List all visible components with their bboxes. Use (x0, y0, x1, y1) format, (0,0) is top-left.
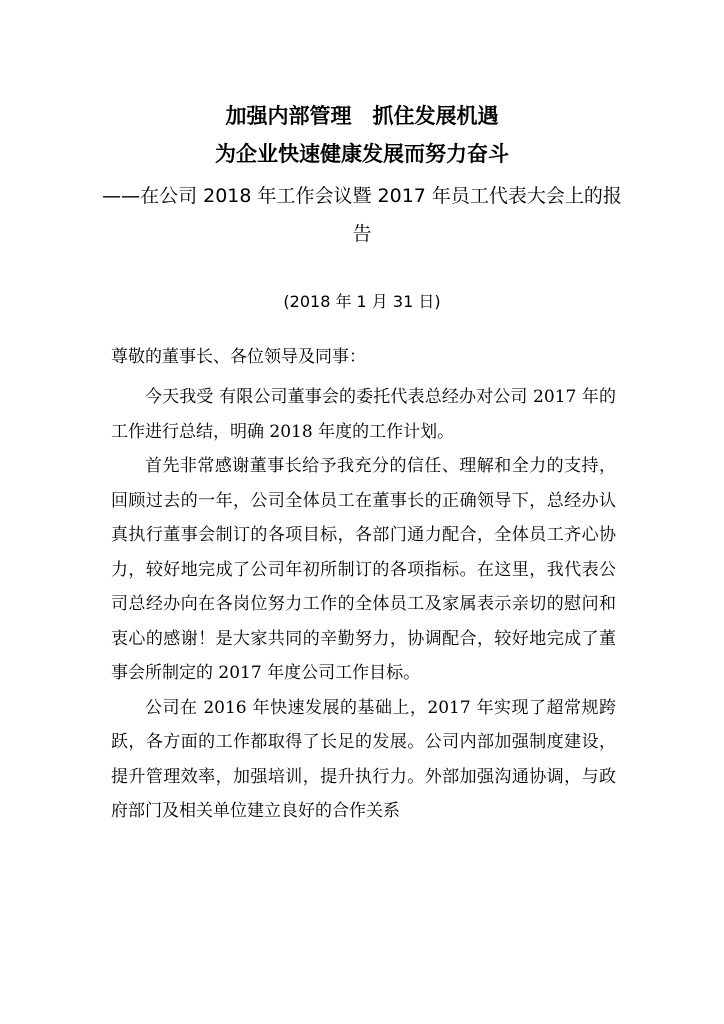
report-body (111, 380, 616, 829)
paragraph-1: 今天我受 有限公司董事会的委托代表总经办对公司 2017 年的工作进行总结，明确 2018 年度的工作计划。 (111, 387, 616, 442)
salutation: 尊敬的董事长、各位领导及同事： (111, 347, 366, 367)
report-date: (2018 年 1 月 31 日) (283, 292, 441, 311)
paragraph-2: 首先非常感谢董事长给予我充分的信任、理解和全力的支持，回顾过去的一年，公司全体员工在董事长的正确领导下，总经办认真执行董事会制订的各项目标，各部门通力配合，全体员工齐心协力，较好地完成了公司年初所制订的各项指标。在这里，我代表公司总经办向在各岗位努力工作的全体员工及家属表示亲切的慰问和衷心的感谢！是大家共同的辛勤努力，协调配合，较好地完成了董事会所制定的 2017 年度公司工作目标。 (111, 456, 616, 683)
document-subtitle: ——在公司 2018 年工作会议暨 2017 年员工代表大会上的报告 (102, 185, 622, 245)
document-title-line-2: 为企业快速健康发展而努力奋斗 (215, 142, 509, 166)
document-title-line-1: 加强内部管理 抓住发展机遇 (225, 104, 499, 128)
paragraph-3: 公司在 2016 年快速发展的基础上，2017 年实现了超常规跨跃，各方面的工作都取得了长足的发展。公司内部加强制度建设，提升管理效率，加强培训，提升执行力。外部加强沟通协调，与政府部门及相关单位建立良好的合作关系 (111, 697, 616, 821)
